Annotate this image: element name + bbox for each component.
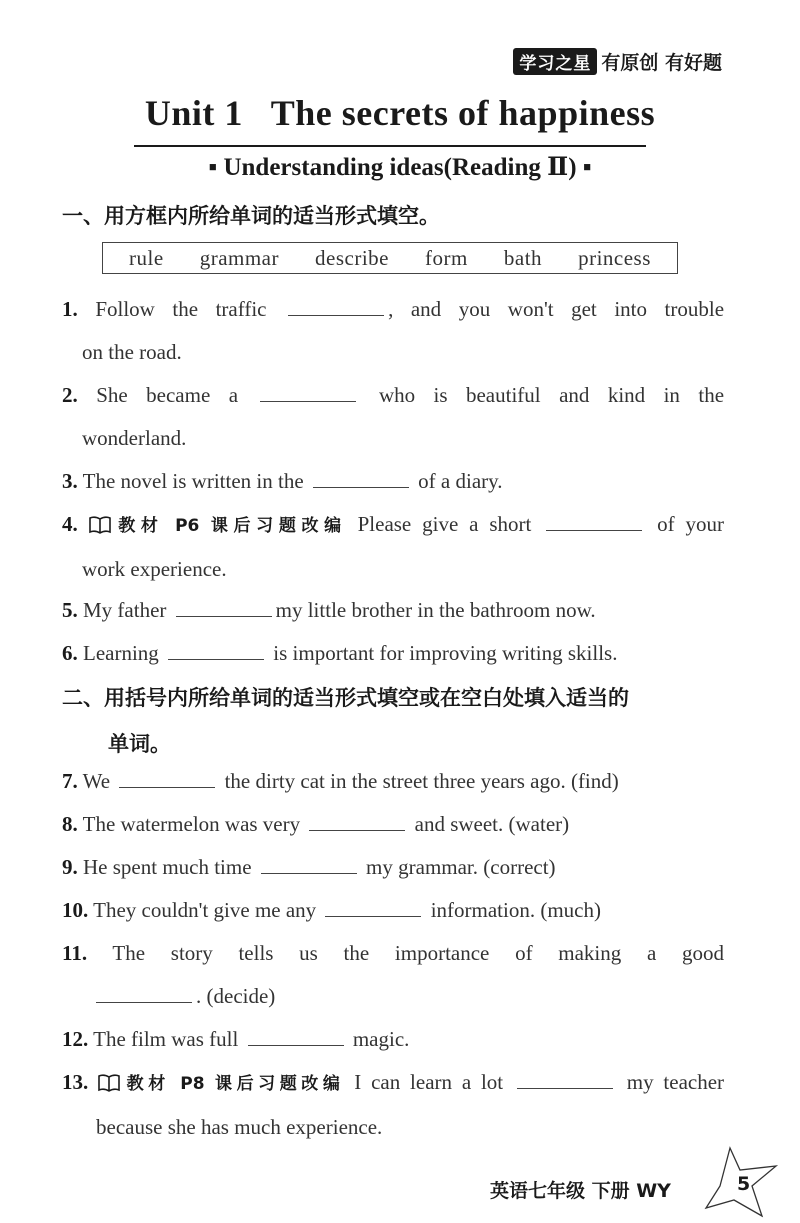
question-number: 4. xyxy=(62,512,78,536)
question-number: 9. xyxy=(62,855,78,879)
textbook-tag xyxy=(89,516,347,536)
answer-blank[interactable] xyxy=(168,658,264,660)
word-item: rule xyxy=(129,245,164,270)
question-8 xyxy=(62,803,724,846)
answer-blank[interactable] xyxy=(546,529,642,531)
section-two-heading xyxy=(62,675,730,767)
word-box xyxy=(102,242,678,274)
question-text: He spent much time xyxy=(83,855,252,879)
question-text: The novel is written in the xyxy=(82,469,304,493)
answer-blank[interactable] xyxy=(261,872,357,874)
question-text: my teacher xyxy=(626,1070,725,1094)
word-item: form xyxy=(425,245,468,270)
question-text: who is beautiful and kind in the xyxy=(378,383,725,407)
answer-blank[interactable] xyxy=(325,915,421,917)
question-number: 6. xyxy=(62,641,78,665)
question-number: 2. xyxy=(62,383,78,407)
word-item: bath xyxy=(503,245,543,270)
answer-blank[interactable] xyxy=(96,1001,192,1003)
question-number: 13. xyxy=(62,1070,89,1094)
header xyxy=(513,48,722,75)
question-text: Please give a short xyxy=(357,512,532,536)
question-10 xyxy=(62,889,724,932)
question-text: wonderland. xyxy=(82,426,187,450)
brand-logo: 学习之星 xyxy=(513,48,597,75)
question-number: 1. xyxy=(62,297,78,321)
question-text: my little brother in the bathroom now. xyxy=(275,598,596,622)
question-text: of a diary. xyxy=(418,469,503,493)
question-1 xyxy=(62,288,724,374)
question-text: She became a xyxy=(96,383,239,407)
book-icon xyxy=(89,516,111,534)
question-text: My father xyxy=(83,598,167,622)
unit-title: Unit 1 The secrets of happiness xyxy=(144,93,656,133)
lesson-subtitle: ▪ Understanding ideas(Reading Ⅱ) ▪ xyxy=(208,154,592,181)
title-divider xyxy=(134,145,646,147)
question-text: The story tells us the importance of making a good xyxy=(112,941,724,965)
footer-book-info: 英语七年级 下册 WY xyxy=(490,1180,671,1202)
question-text: I can learn a lot xyxy=(354,1070,504,1094)
question-3 xyxy=(62,460,724,503)
question-text: work experience. xyxy=(82,557,227,581)
section-two-heading-cont: 单词。 xyxy=(108,732,171,756)
question-text: because she has much experience. xyxy=(96,1115,383,1139)
question-6 xyxy=(62,632,724,675)
word-item: princess xyxy=(578,245,651,270)
question-number: 8. xyxy=(62,812,78,836)
textbook-tag-text: 教材 P8 课后习题改编 xyxy=(122,1074,345,1094)
question-5 xyxy=(62,589,724,632)
section-two-heading-text: 二、用括号内所给单词的适当形式填空或在空白处填入适当的 xyxy=(62,686,629,710)
header-slogan: 有原创 有好题 xyxy=(601,52,722,74)
question-number: 7. xyxy=(62,769,78,793)
question-12 xyxy=(62,1018,724,1061)
section-one-heading: 一、用方框内所给单词的适当形式填空。 xyxy=(62,204,440,228)
question-13 xyxy=(62,1061,724,1149)
answer-blank[interactable] xyxy=(119,786,215,788)
question-number: 11. xyxy=(62,941,88,965)
answer-blank[interactable] xyxy=(176,615,272,617)
answer-blank[interactable] xyxy=(309,829,405,831)
question-text: magic. xyxy=(352,1027,410,1051)
answer-blank[interactable] xyxy=(517,1087,613,1089)
question-2 xyxy=(62,374,724,460)
answer-blank[interactable] xyxy=(313,486,409,488)
question-text: , and you won't get into trouble xyxy=(388,297,725,321)
question-text: on the road. xyxy=(82,340,182,364)
question-number: 10. xyxy=(62,898,89,922)
question-number: 12. xyxy=(62,1027,89,1051)
question-text: my grammar. (correct) xyxy=(366,855,556,879)
question-text: The watermelon was very xyxy=(82,812,301,836)
question-text: the dirty cat in the street three years ago. (find) xyxy=(224,769,619,793)
answer-blank[interactable] xyxy=(288,314,384,316)
question-text: information. (much) xyxy=(430,898,601,922)
textbook-tag xyxy=(98,1074,344,1094)
question-7 xyxy=(62,760,724,803)
question-text: Follow the traffic xyxy=(95,297,267,321)
question-text: is important for improving writing skills. xyxy=(273,641,618,665)
textbook-tag-text: 教材 P6 课后习题改编 xyxy=(112,516,347,536)
question-9 xyxy=(62,846,724,889)
question-11 xyxy=(62,932,724,1018)
word-item: describe xyxy=(315,245,389,270)
answer-blank[interactable] xyxy=(260,400,356,402)
question-text: They couldn't give me any xyxy=(93,898,317,922)
question-text: of your xyxy=(657,512,725,536)
question-4 xyxy=(62,503,724,591)
question-text: We xyxy=(82,769,111,793)
question-text: . (decide) xyxy=(196,984,276,1008)
question-number: 3. xyxy=(62,469,78,493)
question-text: The film was full xyxy=(93,1027,239,1051)
word-item: grammar xyxy=(199,245,279,270)
question-text: and sweet. (water) xyxy=(414,812,570,836)
question-number: 5. xyxy=(62,598,78,622)
question-text: Learning xyxy=(83,641,159,665)
answer-blank[interactable] xyxy=(248,1044,344,1046)
book-icon xyxy=(98,1074,120,1092)
page-number: 5 xyxy=(737,1173,751,1195)
